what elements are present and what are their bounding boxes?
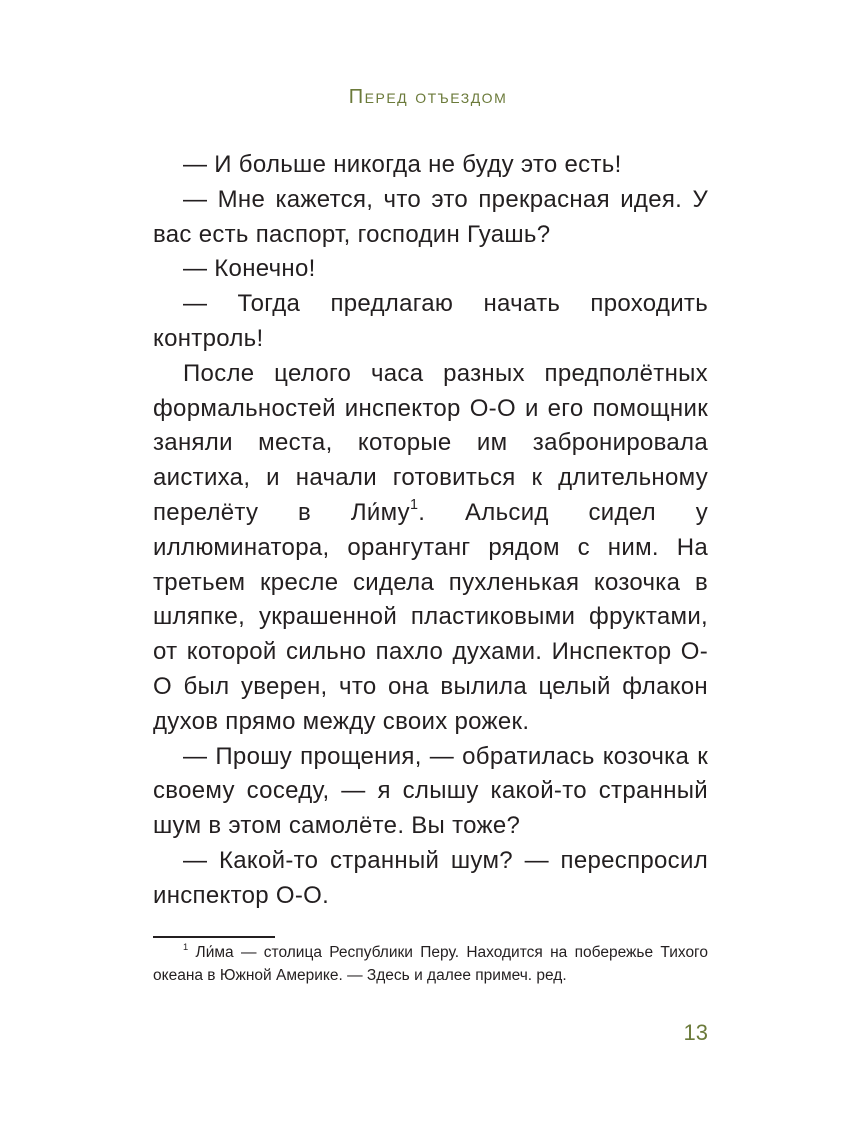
footnote-marker: 1 [183,942,189,953]
paragraph: — И больше никогда не буду это есть! [183,151,622,178]
paragraph-text: . Альсид сидел у иллюминатора, орангутанг рядом с ним. На третьем кресле сидела пухленькая козочка в шляпке, украшенной пластиковыми фруктами, от которой сильно пахло духами. Инспектор О-О был уверен, что она вылила целый флакон духов прямо между своих рожек. [153,498,708,735]
page-number: 13 [683,1020,708,1045]
footnote-text: Ли́ма — столица Республики Перу. Находится на побережье Тихого океана в Южной Америке. — Здесь и далее примеч. ред. [153,944,708,984]
paragraph: — Тогда предлагаю начать проходить контроль! [153,290,708,352]
paragraph-text: После целого часа разных предполётных формальностей инспектор О-О и его помощник заняли места, которые им забронировала аистиха, и начали готовиться к длительному перелёту в Ли́му [153,359,708,526]
paragraph: — Конечно! [183,255,316,283]
body-text [153,148,708,914]
paragraph [153,357,708,740]
running-head: Перед отъездом [348,86,508,108]
footnote-reference: 1 [409,497,419,514]
paragraph: — Прошу прощения, — обратилась козочка к своему соседу, — я слышу какой-то странный шум в этом самолёте. Вы тоже? [153,742,708,840]
paragraph: — Мне кажется, что это прекрасная идея. У вас есть паспорт, господин Гуашь? [153,185,708,248]
footnote-divider [153,936,275,938]
paragraph: — Какой-то странный шум? — переспросил инспектор О-О. [153,846,708,909]
footnote [153,941,708,987]
